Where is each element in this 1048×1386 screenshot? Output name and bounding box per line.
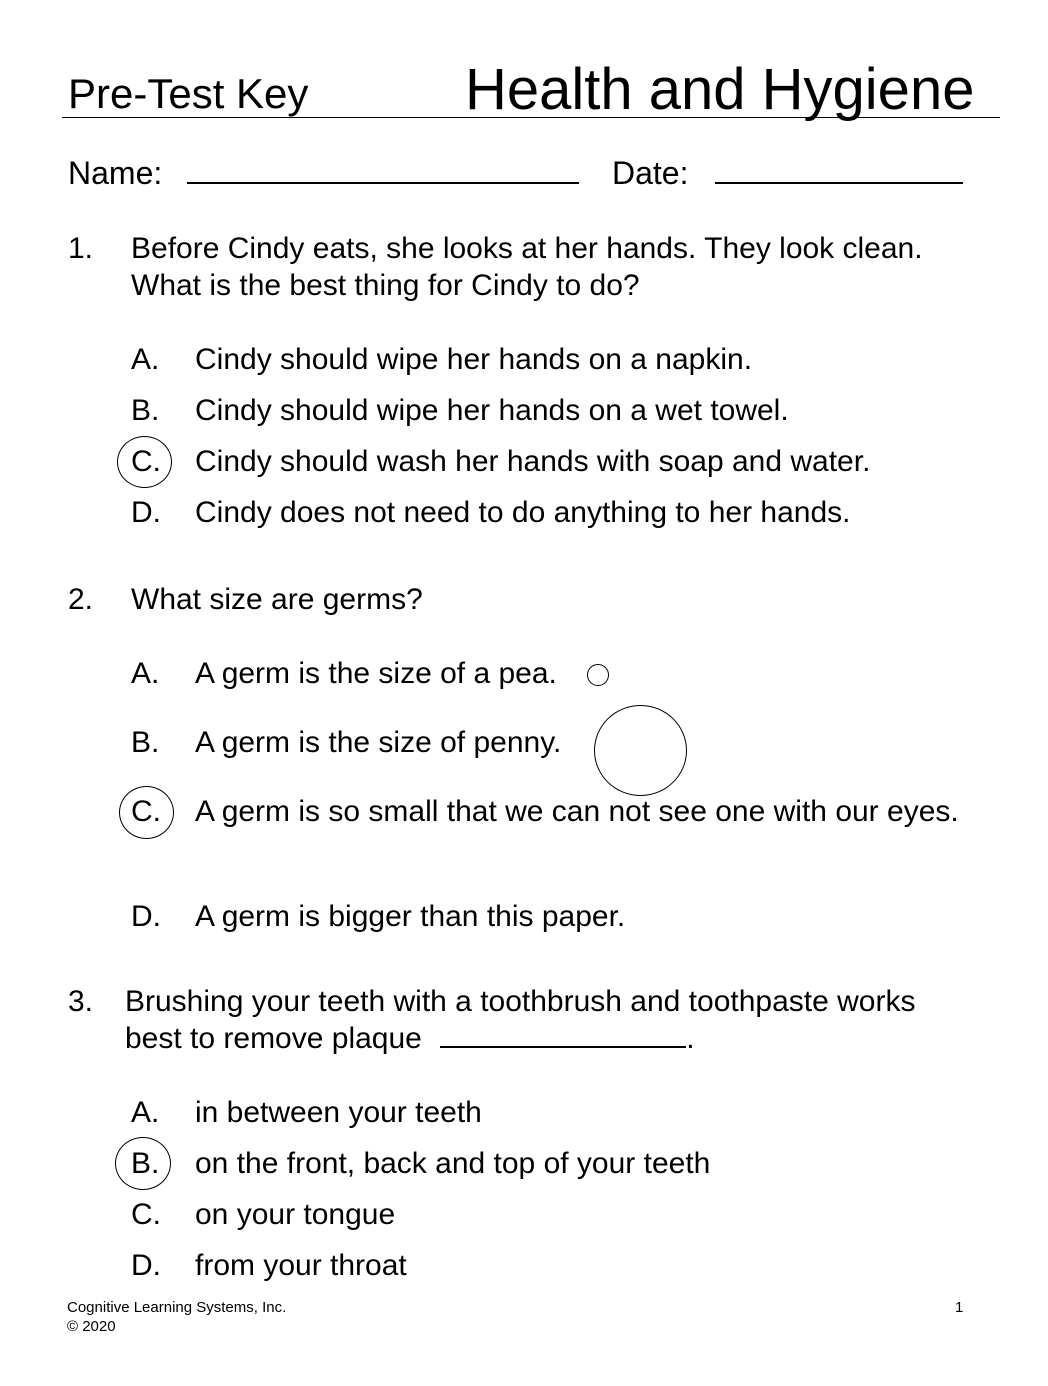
date-field	[612, 155, 963, 192]
pea-size-circle-icon	[587, 664, 609, 686]
page-number: 1	[955, 1299, 964, 1316]
question-text-line1: What size are germs?	[131, 583, 423, 616]
question-text-line2: What is the best thing for Cindy to do?	[131, 269, 640, 302]
option-text: on your tongue	[195, 1198, 396, 1231]
option-letter: A.	[131, 657, 160, 690]
question-number: 1.	[68, 232, 94, 265]
option-letter: A.	[131, 343, 160, 376]
option-letter: B.	[131, 1147, 160, 1180]
option-letter: A.	[131, 1096, 160, 1129]
footer-copyright: © 2020	[67, 1318, 116, 1335]
option-letter: B.	[131, 394, 160, 427]
date-blank-line[interactable]	[715, 156, 963, 184]
question-text-after-blank: .	[686, 1022, 695, 1055]
answer-circle	[117, 436, 172, 488]
question-number: 3.	[68, 985, 94, 1018]
option-text: from your throat	[195, 1249, 407, 1282]
question-number: 2.	[68, 583, 94, 616]
option-text: A germ is bigger than this paper.	[195, 900, 626, 933]
penny-size-circle-icon	[594, 705, 687, 796]
footer-company: Cognitive Learning Systems, Inc.	[67, 1299, 287, 1316]
date-label: Date:	[612, 155, 689, 191]
name-blank-line[interactable]	[187, 156, 579, 184]
option-letter: C.	[131, 445, 161, 478]
question-text-line1: Before Cindy eats, she looks at her hands. They look clean.	[131, 232, 923, 265]
option-text: A germ is so small that we can not see one with our eyes.	[195, 795, 959, 828]
option-text: Cindy should wipe her hands on a wet towel.	[195, 394, 789, 427]
answer-circle	[119, 786, 174, 839]
option-text: Cindy should wipe her hands on a napkin.	[195, 343, 753, 376]
option-text: A germ is the size of penny.	[195, 726, 562, 759]
question-text-line1: Brushing your teeth with a toothbrush and toothpaste works	[125, 985, 916, 1018]
option-text: Cindy should wash her hands with soap and water.	[195, 445, 871, 478]
option-letter: D.	[131, 496, 161, 529]
option-letter: D.	[131, 900, 161, 933]
question-text-line2	[125, 1020, 695, 1057]
option-text: A germ is the size of a pea.	[195, 657, 557, 690]
answer-blank-line[interactable]	[440, 1020, 686, 1048]
option-letter: D.	[131, 1249, 161, 1282]
question-text-before-blank: best to remove plaque	[125, 1022, 422, 1055]
name-field	[68, 155, 579, 192]
option-text: Cindy does not need to do anything to her hands.	[195, 496, 851, 529]
name-label: Name:	[68, 155, 163, 191]
option-letter: C.	[131, 1198, 161, 1231]
header-divider	[62, 117, 1000, 118]
option-letter: B.	[131, 726, 160, 759]
answer-circle	[115, 1137, 171, 1190]
option-text: on the front, back and top of your teeth	[195, 1147, 711, 1180]
option-text: in between your teeth	[195, 1096, 482, 1129]
test-label: Pre-Test Key	[68, 70, 309, 117]
option-letter: C.	[131, 795, 161, 828]
page-title: Health and Hygiene	[465, 57, 975, 122]
